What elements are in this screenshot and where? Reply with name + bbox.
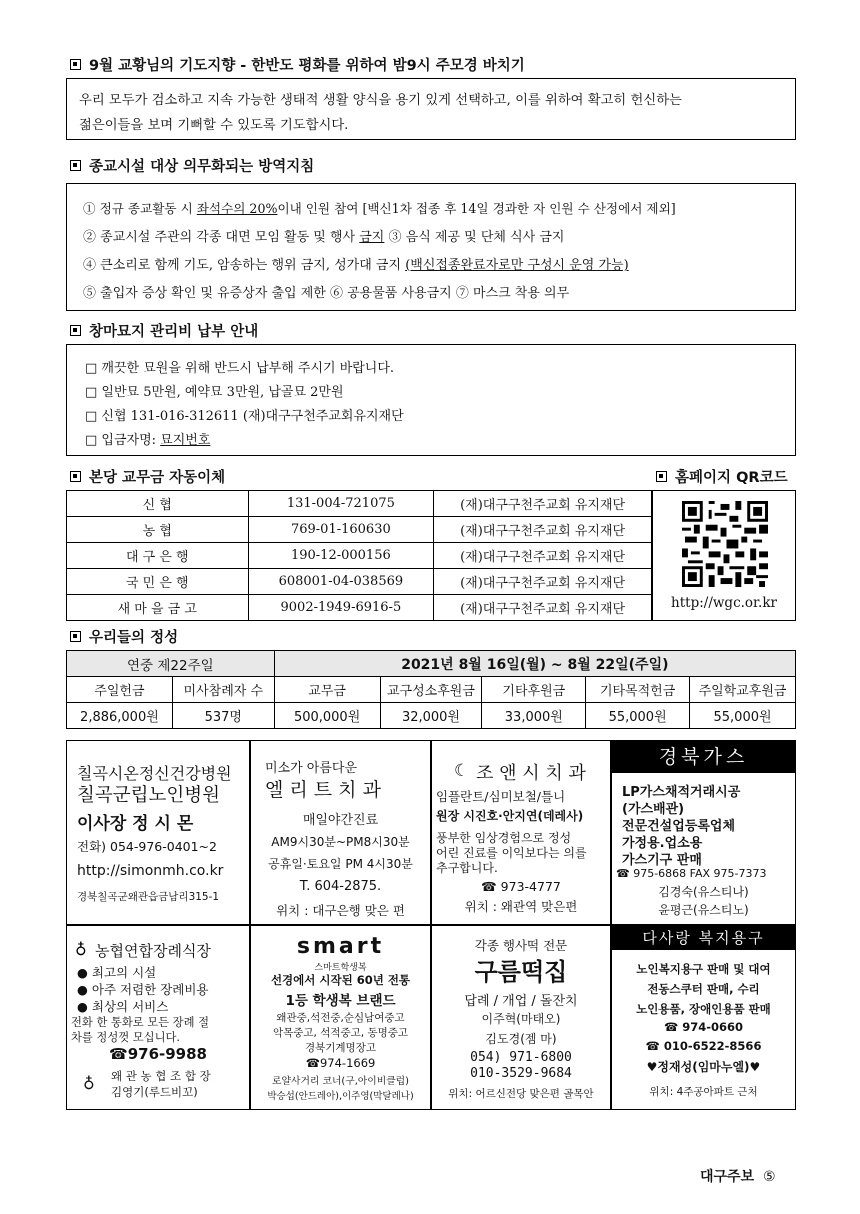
prayer-line-2: 젊은이들을 보며 기뻐할 수 있도록 기도합시다. [79,118,349,133]
cemetery-line-3: □ 신협 131-016-312611 (재)대구구천주교회유지재단 [85,409,404,424]
rules-box [66,183,796,311]
offerings-table [66,650,796,729]
ad-nonghyup-funeral: ♁ 농협연합장례식장 ● 최고의 시설 ● 아주 저렴한 장례비용 ● 최상의 서비스 전화 한 통화로 모든 장례 절 차를 정성껏 모십니다. ☎976-9988 ♁ 왜 관 농 협 조 합 장 김영기(루드비꼬) [66,925,250,1110]
rule-2: ② 종교시설 주관의 각종 대면 모임 활동 및 행사 금지 ③ 음식 제공 및 단체 식사 금지 [83,230,565,245]
square-bullet-icon [70,471,81,482]
cemetery-line-1: □ 깨끗한 묘원을 위해 반드시 납부해 주시기 바랍니다. [85,361,395,376]
nonghyup-logo-icon: ♁ [83,1074,95,1093]
square-bullet-icon [70,59,81,70]
offerings-value-row: 2,886,000원 537명 500,000원 32,000원 33,000원 55,000원 55,000원 [67,703,796,729]
square-bullet-icon [70,160,81,171]
accounts-heading: 본당 교무금 자동이체 [70,466,225,487]
funeral-logo-icon: ♁ [75,940,87,959]
dental-logo-icon: ☾ [454,761,470,781]
period-label: 2021년 8월 16일(월) ~ 8월 22일(주일) [274,651,795,677]
week-label: 연중 제22주일 [67,651,275,677]
offerings-heading: 우리들의 정성 [70,626,178,647]
page-footer: 대구주보 ⑤ [700,1169,776,1185]
table-row: 국 민 은 행 608001-04-038569 (재)대구구천주교회 유지재단 [67,569,652,595]
prayer-box [66,78,796,140]
ad-smart-uniform: smart 스마트학생복 선경에서 시작된 60년 전통 1등 학생복 브랜드 왜관중,석전중,순심남여중고 악목중고, 석적중고, 동명중고 경북기계명장고 ☎974-1669 로얄사거리 코너(구,아이비클럽) 박승섭(안드레아),이주영(막달레나) [250,925,431,1110]
ad-gyeongbuk-gas: 경북가스 LP가스채적거래시공 (가스배관) 전문건설업등록업체 가정용.업소용 가스기구 판매 ☎ 975-6868 FAX 975-7373 김경숙(유스티나) 윤평근(유스티노) [611,740,796,925]
cemetery-heading: 창마묘지 관리비 납부 안내 [70,320,258,341]
rule-4: ⑤ 출입자 증상 확인 및 유증상자 출입 제한 ⑥ 공용물품 사용금지 ⑦ 마스크 착용 의무 [83,286,570,301]
square-bullet-icon [70,325,81,336]
rule-1: ① 정규 종교활동 시 좌석수의 20%이내 인원 참여 [백신1차 접종 후 14일 경과한 자 인원 수 산정에서 제외] [83,201,676,216]
qr-code-icon[interactable] [682,501,768,587]
cemetery-line-2: □ 일반묘 5만원, 예약묘 3만원, 납골묘 2만원 [85,385,344,400]
prayer-line-1: 우리 모두가 검소하고 지속 가능한 생태적 생활 양식을 용기 있게 선택하고, 이를 위하여 확고히 헌신하는 [79,93,682,108]
rules-heading: 종교시설 대상 의무화되는 방역지침 [70,155,314,176]
prayer-heading: 9월 교황님의 기도지향 - 한반도 평화를 위하여 밤9시 주모경 바치기 [70,54,525,75]
smart-logo: smart [296,934,385,959]
cemetery-line-4: □ 입금자명: 묘지번호 [85,433,211,448]
table-row: 농 협 769-01-160630 (재)대구구천주교회 유지재단 [67,517,652,543]
table-row: 신 협 131-004-721075 (재)대구구천주교회 유지재단 [67,491,652,517]
ad-joansi-dental: ☾ 조 앤 시 치 과 임플란트/심미보철/틀니 원장 시진호·안지연(데레사) 풍부한 임상경험으로 정성 어린 진료를 이익보다는 의를 추구합니다. ☎ 973-4777 위치 : 왜관역 맞은편 [431,740,611,925]
table-row: 새 마 을 금 고 9002-1949-6916-5 (재)대구구천주교회 유지재단 [67,595,652,621]
ad-elite-dental: 미소가 아름다운 엘 리 트 치 과 매일야간진료 AM9시30분~PM8시30분 공휴일·토요일 PM 4시30분 T. 604-2875. 위치 : 대구은행 맞은 편 [250,740,431,925]
rule-3: ④ 큰소리로 함께 기도, 암송하는 행위 금지, 성가대 금지 (백신접종완료자로만 구성시 운영 가능) [83,258,629,273]
qr-heading: 홈페이지 QR코드 [656,466,788,487]
square-bullet-icon [656,471,667,482]
ad-dasarang-welfare: 다사랑 복지용구 노인복지용구 판매 및 대여 전동스쿠터 판매, 수리 노인용품, 장애인용품 판매 ☎ 974-0660 ☎ 010-6522-8566 ♥정재성(임마누엘)♥ 위치: 4주공아파트 근처 [611,925,796,1110]
qr-box [652,490,796,621]
offerings-header-row: 주일헌금 미사참례자 수 교무금 교구성소후원금 기타후원금 기타목적헌금 주일학교후원금 [67,677,796,703]
ad-simon-hospital: 칠곡시온정신건강병원 칠곡군립노인병원 이사장 정 시 몬 전화) 054-976-0401~2 http://simonmh.co.kr 경북칠곡군왜관읍금남리315-1 [66,740,250,925]
homepage-url[interactable]: http://wgc.or.kr [671,595,777,611]
table-row: 대 구 은 행 190-12-000156 (재)대구구천주교회 유지재단 [67,543,652,569]
square-bullet-icon [70,631,81,642]
accounts-table [66,490,652,621]
ad-cloud-rice-cake: 각종 행사떡 전문 구름떡집 답례 / 개업 / 돌잔치 이주혁(마태오) 김도경(젬 마) 054) 971-6800 010-3529-9684 위치: 어르신전당 맞은편 골목안 [431,925,611,1110]
cemetery-box [66,344,796,456]
